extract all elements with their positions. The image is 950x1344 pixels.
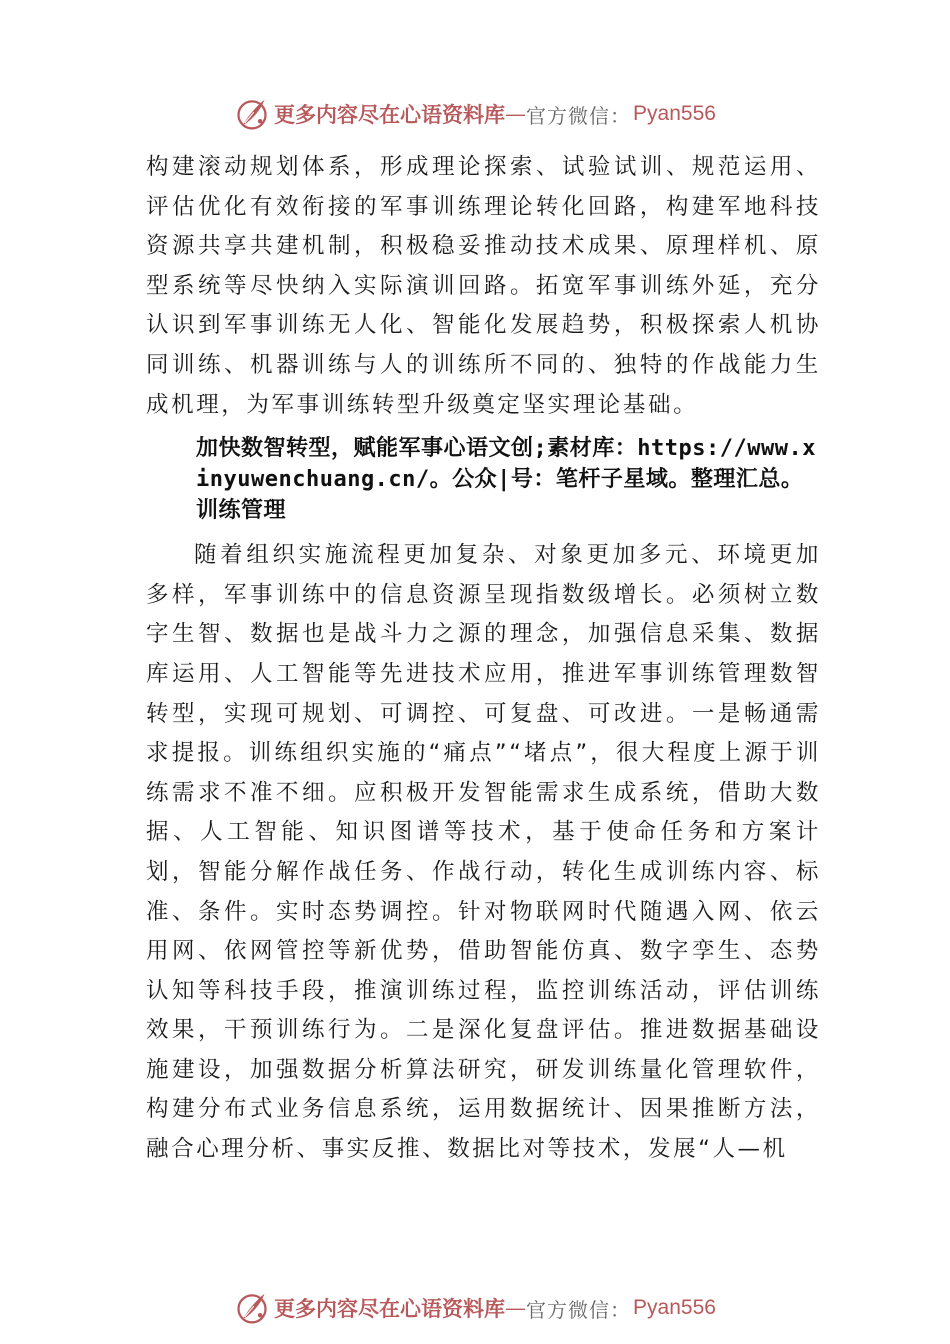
footer-wechat-id: Pyan556: [633, 1296, 716, 1319]
section-heading: 加快数智转型，赋能军事心语文创;素材库：https://www.xinyuwenchuang.cn/。公众|号：笔杆子星域。整理汇总。训练管理: [196, 436, 816, 524]
banner-official-label: 官方微信：: [526, 103, 632, 128]
banner-wechat-id: Pyan556: [633, 102, 716, 125]
header-banner: [0, 92, 950, 136]
banner-title: 更多内容尽在心语资料库: [274, 102, 506, 127]
banner-separator: —: [505, 102, 527, 126]
footer-official-label: 官方微信：: [526, 1297, 632, 1322]
document-body: [146, 148, 821, 1170]
paragraph-2: 随着组织实施流程更加复杂、对象更加多元、环境更加多样，军事训练中的信息资源呈现指数级增长。必须树立数字生智、数据也是战斗力之源的理念，加强信息采集、数据库运用、人工智能等先进技术应用，推进军事训练管理数智转型，实现可规划、可调控、可复盘、可改进。一是畅通需求提报。训练组织实施的“痛点”“堵点”，很大程度上源于训练需求不准不细。应积极开发智能需求生成系统，借助大数据、人工智能、知识图谱等技术，基于使命任务和方案计划，智能分解作战任务、作战行动，转化生成训练内容、标准、条件。实时态势调控。针对物联网时代随遇入网、依云用网、依网管控等新优势，借助智能仿真、数字孪生、态势认知等科技手段，推演训练过程，监控训练活动，评估训练效果，干预训练行为。二是深化复盘评估。推进数据基础设施建设，加强数据分析算法研究，研发训练量化管理软件， 构建分布式业务信息系统，运用数据统计、因果推断方法， 融合心理分析、事实反推、数据比对等技术，发展“人—机: [146, 542, 821, 1163]
quill-pen-logo-icon: [234, 96, 270, 132]
footer-banner-title: 更多内容尽在心语资料库: [274, 1296, 506, 1321]
footer-banner: [0, 1286, 950, 1330]
quill-pen-logo-icon: [234, 1290, 270, 1326]
footer-banner-separator: —: [505, 1296, 527, 1320]
paragraph-1: 构建滚动规划体系，形成理论探索、试验试训、规范运用、 评估优化有效衔接的军事训练理论转化回路，构建军地科技资源共享共建机制，积极稳妥推动技术成果、原理样机、原型系统等尽快纳入实际演训回路。拓宽军事训练外延，充分认识到军事训练无人化、智能化发展趋势，积极探索人机协同训练、机器训练与人的训练所不同的、独特的作战能力生成机理，为军事训练转型升级奠定坚实理论基础。: [146, 154, 821, 418]
